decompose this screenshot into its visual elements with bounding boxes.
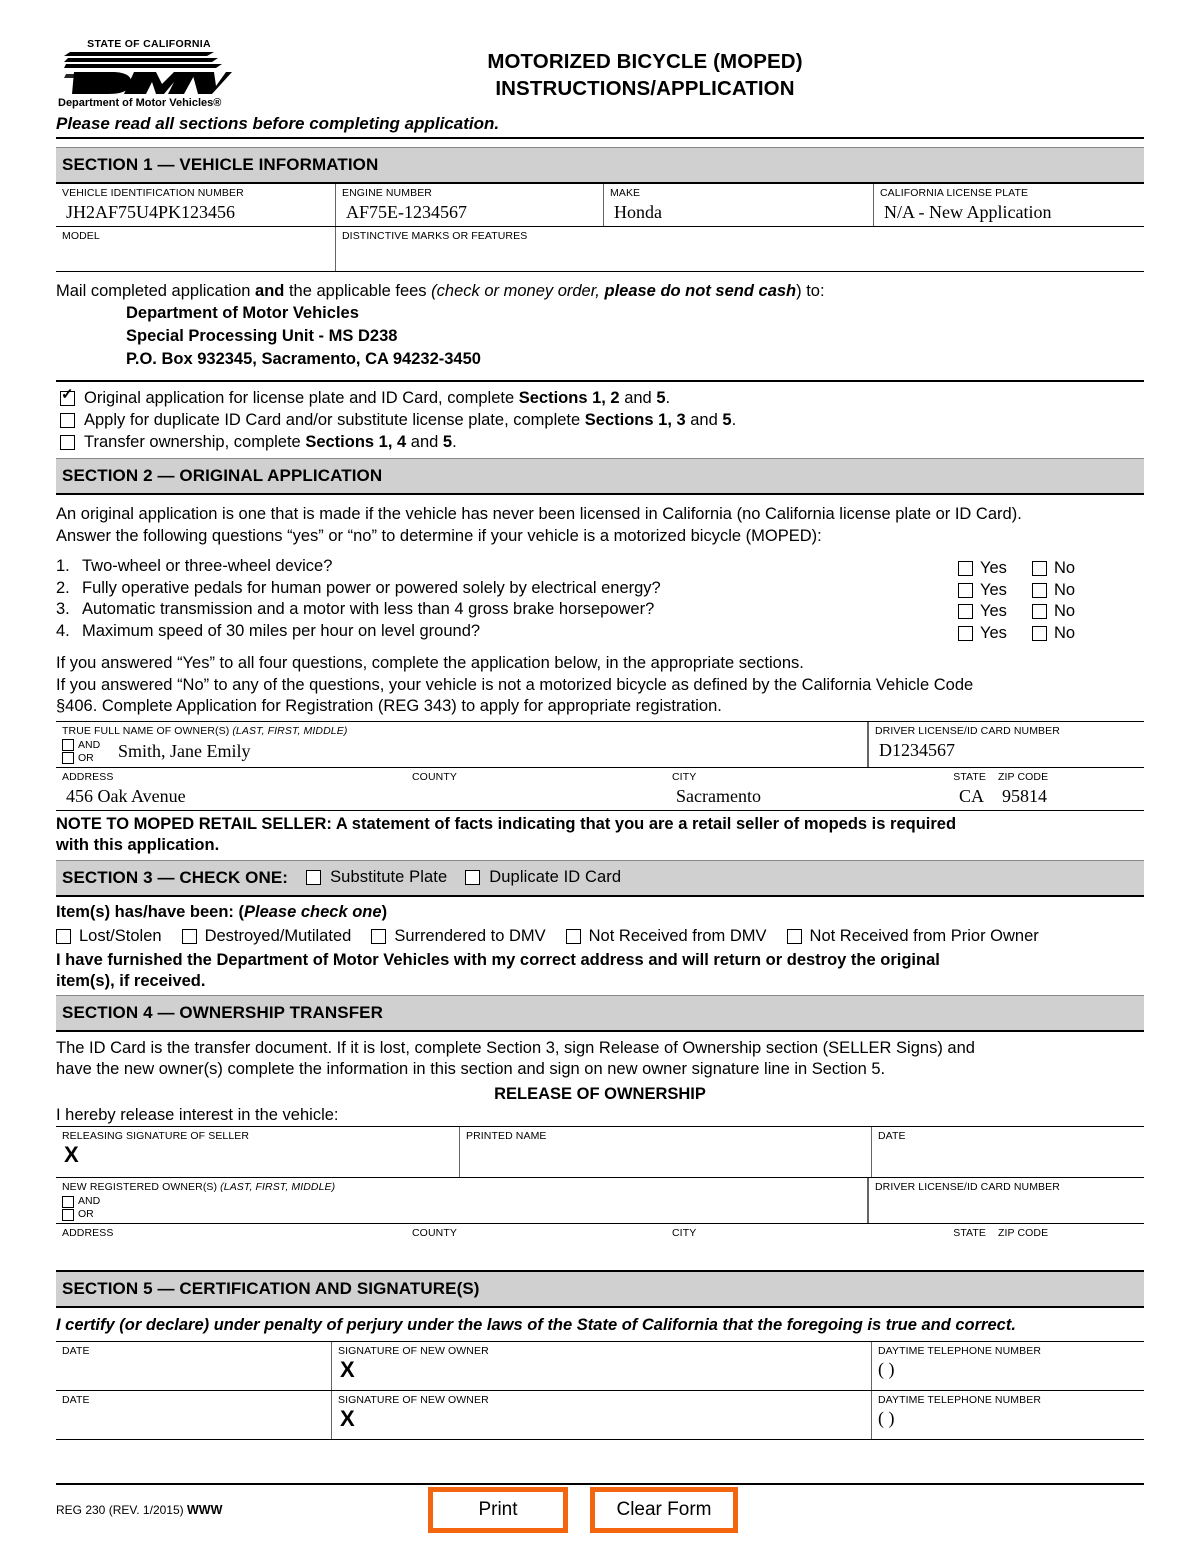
mailing-intro-and: and <box>255 282 285 300</box>
items-prompt-italic: Please check one <box>243 902 382 921</box>
dmv-logo <box>56 38 236 109</box>
purpose-transfer-text-c: . <box>452 433 457 451</box>
purpose-transfer-text-b: and <box>406 433 443 451</box>
new-owner-state-label: STATE <box>953 1227 986 1239</box>
license-plate-label: CALIFORNIA LICENSE PLATE <box>880 187 1029 199</box>
owner-zip-label: ZIP CODE <box>998 770 1049 783</box>
page-title <box>236 38 1144 102</box>
seller-signature-label: RELEASING SIGNATURE OF SELLER <box>62 1130 250 1142</box>
yes-no-answer-grid <box>958 556 1144 644</box>
seller-printed-name-label: PRINTED NAME <box>466 1130 547 1142</box>
item-not-received-dmv-label: Not Received from DMV <box>588 926 767 945</box>
print-button[interactable]: Print <box>428 1487 568 1533</box>
footer-buttons <box>428 1487 738 1533</box>
question-1-yes-checkbox[interactable] <box>958 561 973 576</box>
question-1-yes-label: Yes <box>980 559 1007 578</box>
question-3-number: 3. <box>56 600 70 618</box>
section-2-intro-line-1: An original application is one that is made if the vehicle has never been licensed in California (no California license plate or ID Card). <box>56 505 1022 523</box>
after-line-2: If you answered “No” to any of the questions, your vehicle is not a motorized bicycle as defined by the California Vehicle Code <box>56 675 974 694</box>
moped-questions <box>56 556 1144 644</box>
retail-seller-note-line-1 <box>56 814 1144 835</box>
new-owner-dl-label: DRIVER LICENSE/ID CARD NUMBER <box>875 1181 1060 1193</box>
owner-county-value <box>412 784 660 785</box>
make-field[interactable] <box>604 184 874 226</box>
purpose-duplicate-checkbox[interactable] <box>60 413 75 428</box>
items-prompt <box>56 902 1144 923</box>
footer-row <box>56 1485 1144 1531</box>
item-not-received-prior-owner-checkbox[interactable] <box>787 929 802 944</box>
items-prompt-a: Item(s) has/have been: ( <box>56 902 244 921</box>
purpose-original-text-c: . <box>665 389 671 407</box>
owner-address-field[interactable] <box>56 768 406 810</box>
cert-phone-label-2: DAYTIME TELEPHONE NUMBER <box>878 1394 1042 1406</box>
mailing-intro-paren-b: ) to: <box>796 282 825 300</box>
furnished-statement-line-2: item(s), if received. <box>56 971 206 990</box>
items-prompt-b: ) <box>381 902 388 921</box>
section-4-bar <box>56 995 1144 1032</box>
release-signature-row <box>56 1126 1144 1178</box>
section-2-bar <box>56 458 1144 495</box>
cert-phone-prefix-1: ( ) <box>878 1359 895 1379</box>
retail-seller-note-rest: A statement of facts indicating that you are a retail seller of mopeds is required <box>331 814 957 833</box>
owner-city-field[interactable] <box>666 768 926 810</box>
purpose-original-checkbox[interactable] <box>60 391 75 406</box>
engine-number-label: ENGINE NUMBER <box>342 187 432 199</box>
cert-date-field-2[interactable] <box>56 1391 332 1439</box>
question-2-answers <box>958 580 1144 602</box>
section-5-title: SECTION 5 — CERTIFICATION AND SIGNATURE(S) <box>62 1279 480 1298</box>
mailing-address-line-2: Special Processing Unit - MS D238 <box>126 327 398 345</box>
new-owner-state-value <box>932 1240 986 1241</box>
dmv-wordmark-icon <box>64 50 232 96</box>
license-plate-value: N/A - New Application <box>884 202 1052 222</box>
new-owner-name-label <box>62 1181 861 1194</box>
question-4 <box>56 621 958 643</box>
mailing-instructions <box>56 280 1144 371</box>
section-2-intro <box>56 495 1144 547</box>
seller-signature-field[interactable] <box>56 1127 460 1177</box>
section-4-intro <box>56 1032 1144 1127</box>
seller-date-label: DATE <box>878 1130 906 1142</box>
owner-state-field[interactable] <box>926 768 992 810</box>
owner-or-label: OR <box>78 751 94 764</box>
purpose-option-duplicate[interactable] <box>60 410 1144 431</box>
owner-address-value: 456 Oak Avenue <box>66 785 186 806</box>
new-owner-name-label-a: NEW REGISTERED OWNER(S) <box>62 1181 221 1193</box>
duplicate-id-card-label: Duplicate ID Card <box>489 868 622 886</box>
question-3-no-checkbox[interactable] <box>1032 604 1047 619</box>
purpose-transfer-bold2: 5 <box>442 433 453 451</box>
new-owner-name-row <box>56 1178 1144 1224</box>
new-owner-and-checkbox[interactable] <box>62 1196 74 1208</box>
purpose-transfer-bold: Sections 1, 4 <box>305 433 407 451</box>
cert-signature-field-1[interactable] <box>332 1342 872 1390</box>
read-all-notice: Please read all sections before completing application. <box>56 114 1144 139</box>
form-number-text: REG 230 (REV. 1/2015) <box>56 1503 187 1517</box>
owner-address-row <box>56 768 1144 811</box>
release-of-ownership-heading: RELEASE OF OWNERSHIP <box>494 1084 706 1103</box>
new-owner-andor-group <box>62 1194 861 1221</box>
mailing-address-line-1: Department of Motor Vehicles <box>126 304 359 322</box>
section-4-intro-line-2: have the new owner(s) complete the information in this section and sign on new owner signature line in Section 5. <box>56 1060 886 1078</box>
question-3-no-label: No <box>1054 602 1076 621</box>
license-plate-field[interactable] <box>874 184 1144 226</box>
model-field[interactable] <box>56 227 336 271</box>
seller-date-field[interactable] <box>872 1127 1144 1177</box>
mailing-intro-paren-bold: please do not send cash <box>604 282 797 300</box>
distinctive-marks-label: DISTINCTIVE MARKS OR FEATURES <box>342 230 528 242</box>
form-footer <box>56 1483 1144 1531</box>
after-line-1: If you answered “Yes” to all four questions, complete the application below, in the appropriate sections. <box>56 654 804 672</box>
new-owner-city-value <box>672 1240 920 1241</box>
cert-phone-label-1: DAYTIME TELEPHONE NUMBER <box>878 1345 1042 1357</box>
owner-county-field[interactable] <box>406 768 666 810</box>
logo-dept-label: Department of Motor Vehicles® <box>58 97 222 109</box>
cert-date-value-2 <box>62 1407 325 1408</box>
section-3-bar <box>56 860 1144 897</box>
title-line-1: MOTORIZED BICYCLE (MOPED) <box>487 50 803 73</box>
title-line-2: INSTRUCTIONS/APPLICATION <box>495 77 795 100</box>
purpose-original-text-b: and <box>619 389 657 407</box>
certification-row-2 <box>56 1391 1144 1440</box>
owner-name-value: Smith, Jane Emily <box>118 740 251 761</box>
purpose-option-original[interactable] <box>60 388 1144 409</box>
question-2-yes-checkbox[interactable] <box>958 583 973 598</box>
vin-value: JH2AF75U4PK123456 <box>66 202 236 222</box>
purpose-duplicate-bold: Sections 1, 3 <box>584 411 686 429</box>
owner-city-label: CITY <box>672 770 697 783</box>
engine-number-value: AF75E-1234567 <box>346 202 467 222</box>
substitute-plate-checkbox[interactable] <box>306 870 321 885</box>
owner-name-label-italic: (LAST, FIRST, MIDDLE) <box>232 724 348 737</box>
owner-dl-label: DRIVER LICENSE/ID CARD NUMBER <box>875 724 1060 737</box>
purpose-transfer-checkbox[interactable] <box>60 435 75 450</box>
owner-city-value: Sacramento <box>676 785 761 806</box>
new-owner-dl-field[interactable] <box>868 1178 1144 1223</box>
mailing-intro-b: the applicable fees <box>284 282 432 300</box>
new-owner-name-field[interactable] <box>56 1178 868 1223</box>
owner-or-option[interactable] <box>62 752 114 765</box>
new-owner-address-row <box>56 1224 1144 1266</box>
question-4-no-label: No <box>1054 623 1076 642</box>
purpose-original-text-a: Original application for license plate and ID Card, complete <box>84 389 519 407</box>
mailing-intro <box>56 280 1144 302</box>
section-2-after-text <box>56 644 1144 721</box>
seller-printed-name-field[interactable] <box>460 1127 872 1177</box>
vehicle-info-row-1 <box>56 184 1144 227</box>
item-not-received-dmv-checkbox[interactable] <box>566 929 581 944</box>
question-1-number: 1. <box>56 557 70 575</box>
question-2-text: Fully operative pedals for human power or powered solely by electrical energy? <box>82 578 661 597</box>
item-surrendered-label: Surrendered to DMV <box>394 926 546 945</box>
item-destroyed-checkbox[interactable] <box>182 929 197 944</box>
cert-date-label-2: DATE <box>62 1394 90 1406</box>
new-owner-or-option[interactable] <box>62 1208 114 1221</box>
owner-county-label: COUNTY <box>412 770 457 783</box>
new-owner-state-field[interactable] <box>926 1224 992 1266</box>
question-4-answers <box>958 623 1144 645</box>
mailing-intro-paren-a: (check or money order, <box>431 282 605 300</box>
owner-state-value: CA <box>958 785 984 806</box>
owner-name-row <box>56 721 1144 768</box>
seller-printed-name-value <box>466 1143 865 1144</box>
cert-signature-label-2: SIGNATURE OF NEW OWNER <box>338 1394 489 1406</box>
model-label: MODEL <box>62 230 100 242</box>
section-2-intro-line-2: Answer the following questions “yes” or “no” to determine if your vehicle is a motorized bicycle (MOPED): <box>56 526 822 545</box>
question-2-number: 2. <box>56 578 70 597</box>
vin-label: VEHICLE IDENTIFICATION NUMBER <box>62 187 244 199</box>
purpose-original-bold2: 5 <box>656 389 666 407</box>
logo-state-label: STATE OF CALIFORNIA <box>87 38 211 50</box>
question-3-text: Automatic transmission and a motor with less than 4 gross brake horsepower? <box>82 600 655 618</box>
section-4-intro-line-1: The ID Card is the transfer document. If it is lost, complete Section 3, sign Release of Ownership section (SELLER Signs) and <box>56 1038 975 1057</box>
new-owner-or-label: OR <box>78 1208 94 1220</box>
new-owner-address-field[interactable] <box>56 1224 406 1266</box>
mailing-address-line-3: P.O. Box 932345, Sacramento, CA 94232-3450 <box>126 350 481 368</box>
question-3-yes-checkbox[interactable] <box>958 604 973 619</box>
owner-address-label: ADDRESS <box>62 770 114 783</box>
new-owner-address-label: ADDRESS <box>62 1227 114 1239</box>
question-3-yes-label: Yes <box>980 602 1007 621</box>
cert-phone-prefix-2: ( ) <box>878 1408 895 1428</box>
new-owner-county-label: COUNTY <box>412 1227 457 1239</box>
section-1-title: SECTION 1 — VEHICLE INFORMATION <box>62 155 379 174</box>
distinctive-marks-value <box>342 243 1138 244</box>
owner-dl-field[interactable] <box>868 722 1144 767</box>
owner-and-checkbox[interactable] <box>62 739 74 751</box>
question-4-number: 4. <box>56 621 70 640</box>
certification-statement: I certify (or declare) under penalty of perjury under the laws of the State of California that the foregoing is true and correct. <box>56 1316 1016 1334</box>
section-2-title: SECTION 2 — ORIGINAL APPLICATION <box>62 466 383 485</box>
owner-name-label-a: TRUE FULL NAME OF OWNER(S) <box>62 724 233 737</box>
substitute-plate-label: Substitute Plate <box>330 868 448 886</box>
new-owner-zip-label: ZIP CODE <box>998 1227 1049 1239</box>
owner-and-label: AND <box>78 738 101 751</box>
question-4-yes-label: Yes <box>980 623 1007 642</box>
engine-number-field[interactable] <box>336 184 604 226</box>
vin-field[interactable] <box>56 184 336 226</box>
item-lost-stolen-label: Lost/Stolen <box>79 926 162 945</box>
retail-seller-note <box>56 811 1144 860</box>
section-1-bar <box>56 147 1144 184</box>
question-4-text: Maximum speed of 30 miles per hour on level ground? <box>82 621 481 640</box>
cert-signature-field-2[interactable] <box>332 1391 872 1439</box>
duplicate-id-card-checkbox[interactable] <box>465 870 480 885</box>
cert-date-value-1 <box>62 1358 325 1359</box>
seller-signature-x-mark: X <box>64 1142 79 1167</box>
question-1-no-label: No <box>1054 559 1076 578</box>
cert-phone-field-2[interactable] <box>872 1391 1144 1439</box>
owner-name-field[interactable] <box>56 722 868 767</box>
new-owner-and-label: AND <box>78 1195 101 1207</box>
owner-or-checkbox[interactable] <box>62 752 74 764</box>
items-checkbox-row <box>56 927 1144 946</box>
owner-zip-value: 95814 <box>1002 785 1047 806</box>
purpose-duplicate-text-c: . <box>731 411 737 429</box>
cert-phone-field-1[interactable] <box>872 1342 1144 1390</box>
question-3-answers <box>958 601 1144 623</box>
new-owner-name-label-italic: (LAST, FIRST, MIDDLE) <box>220 1181 336 1193</box>
purpose-duplicate-text-b: and <box>685 411 723 429</box>
section-4-title: SECTION 4 — OWNERSHIP TRANSFER <box>62 1002 383 1022</box>
question-2-no-checkbox[interactable] <box>1032 583 1047 598</box>
vehicle-info-row-2 <box>56 227 1144 272</box>
owner-dl-value: D1234567 <box>879 739 955 760</box>
mailing-intro-a: Mail completed application <box>56 282 256 300</box>
make-label: MAKE <box>610 187 641 199</box>
question-1 <box>56 556 958 578</box>
form-number <box>56 1499 222 1517</box>
new-owner-city-field[interactable] <box>666 1224 926 1266</box>
new-owner-and-option[interactable] <box>62 1195 114 1208</box>
certification-row-1 <box>56 1341 1144 1391</box>
new-owner-county-field[interactable] <box>406 1224 666 1266</box>
section-3-title: SECTION 3 — CHECK ONE: <box>62 867 289 887</box>
item-destroyed-label: Destroyed/Mutilated <box>204 926 352 945</box>
question-2-no-label: No <box>1054 580 1076 599</box>
question-4-yes-checkbox[interactable] <box>958 626 973 641</box>
form-header <box>56 0 1144 109</box>
new-owner-dl-value <box>875 1194 1138 1195</box>
purpose-original-bold: Sections 1, 2 <box>518 389 620 407</box>
question-1-no-checkbox[interactable] <box>1032 561 1047 576</box>
new-owner-city-label: CITY <box>672 1227 697 1239</box>
release-intro: I hereby release interest in the vehicle: <box>56 1105 339 1124</box>
cert-signature-label-1: SIGNATURE OF NEW OWNER <box>338 1345 489 1357</box>
new-owner-address-value <box>62 1240 400 1241</box>
question-3 <box>56 599 958 621</box>
cert-date-field-1[interactable] <box>56 1342 332 1390</box>
retail-seller-note-bold: NOTE TO MOPED RETAIL SELLER: <box>56 814 332 833</box>
section-5-bar <box>56 1272 1144 1308</box>
purpose-options-group <box>56 382 1144 458</box>
seller-date-value <box>878 1143 1138 1144</box>
question-2-yes-label: Yes <box>980 580 1007 599</box>
purpose-option-transfer[interactable] <box>60 432 1144 453</box>
cert-signature-x-mark-1: X <box>340 1357 355 1382</box>
cert-date-label-1: DATE <box>62 1345 90 1357</box>
items-status-group <box>56 897 1144 995</box>
new-owner-zip-field[interactable] <box>992 1224 1144 1266</box>
owner-zip-field[interactable] <box>992 768 1144 810</box>
after-line-3: §406. Complete Application for Registration (REG 343) to apply for appropriate registration. <box>56 697 722 715</box>
item-lost-stolen-checkbox[interactable] <box>56 929 71 944</box>
purpose-duplicate-text-a: Apply for duplicate ID Card and/or substitute license plate, complete <box>84 411 585 429</box>
clear-form-button[interactable]: Clear Form <box>590 1487 738 1533</box>
owner-state-label: STATE <box>953 770 986 783</box>
question-1-text: Two-wheel or three-wheel device? <box>82 557 333 575</box>
item-not-received-prior-owner-label: Not Received from Prior Owner <box>809 926 1039 945</box>
question-4-no-checkbox[interactable] <box>1032 626 1047 641</box>
item-surrendered-checkbox[interactable] <box>371 929 386 944</box>
furnished-statement-line-1: I have furnished the Department of Motor Vehicles with my correct address and will return or destroy the original <box>56 950 940 969</box>
cert-signature-x-mark-2: X <box>340 1406 355 1431</box>
distinctive-marks-field[interactable] <box>336 227 1144 271</box>
new-owner-zip-value <box>998 1240 1138 1241</box>
question-2 <box>56 578 958 600</box>
purpose-transfer-text-a: Transfer ownership, complete <box>84 433 306 451</box>
owner-andor-group <box>62 738 861 765</box>
form-number-www: WWW <box>186 1503 223 1517</box>
new-owner-or-checkbox[interactable] <box>62 1209 74 1221</box>
question-1-answers <box>958 558 1144 580</box>
make-value: Honda <box>614 202 662 222</box>
retail-seller-note-line-2: with this application. <box>56 835 220 854</box>
owner-name-label <box>62 725 861 738</box>
owner-and-option[interactable] <box>62 739 114 752</box>
model-value <box>62 243 329 244</box>
moped-question-list <box>56 556 958 644</box>
purpose-duplicate-bold2: 5 <box>722 411 732 429</box>
new-owner-county-value <box>412 1240 660 1241</box>
